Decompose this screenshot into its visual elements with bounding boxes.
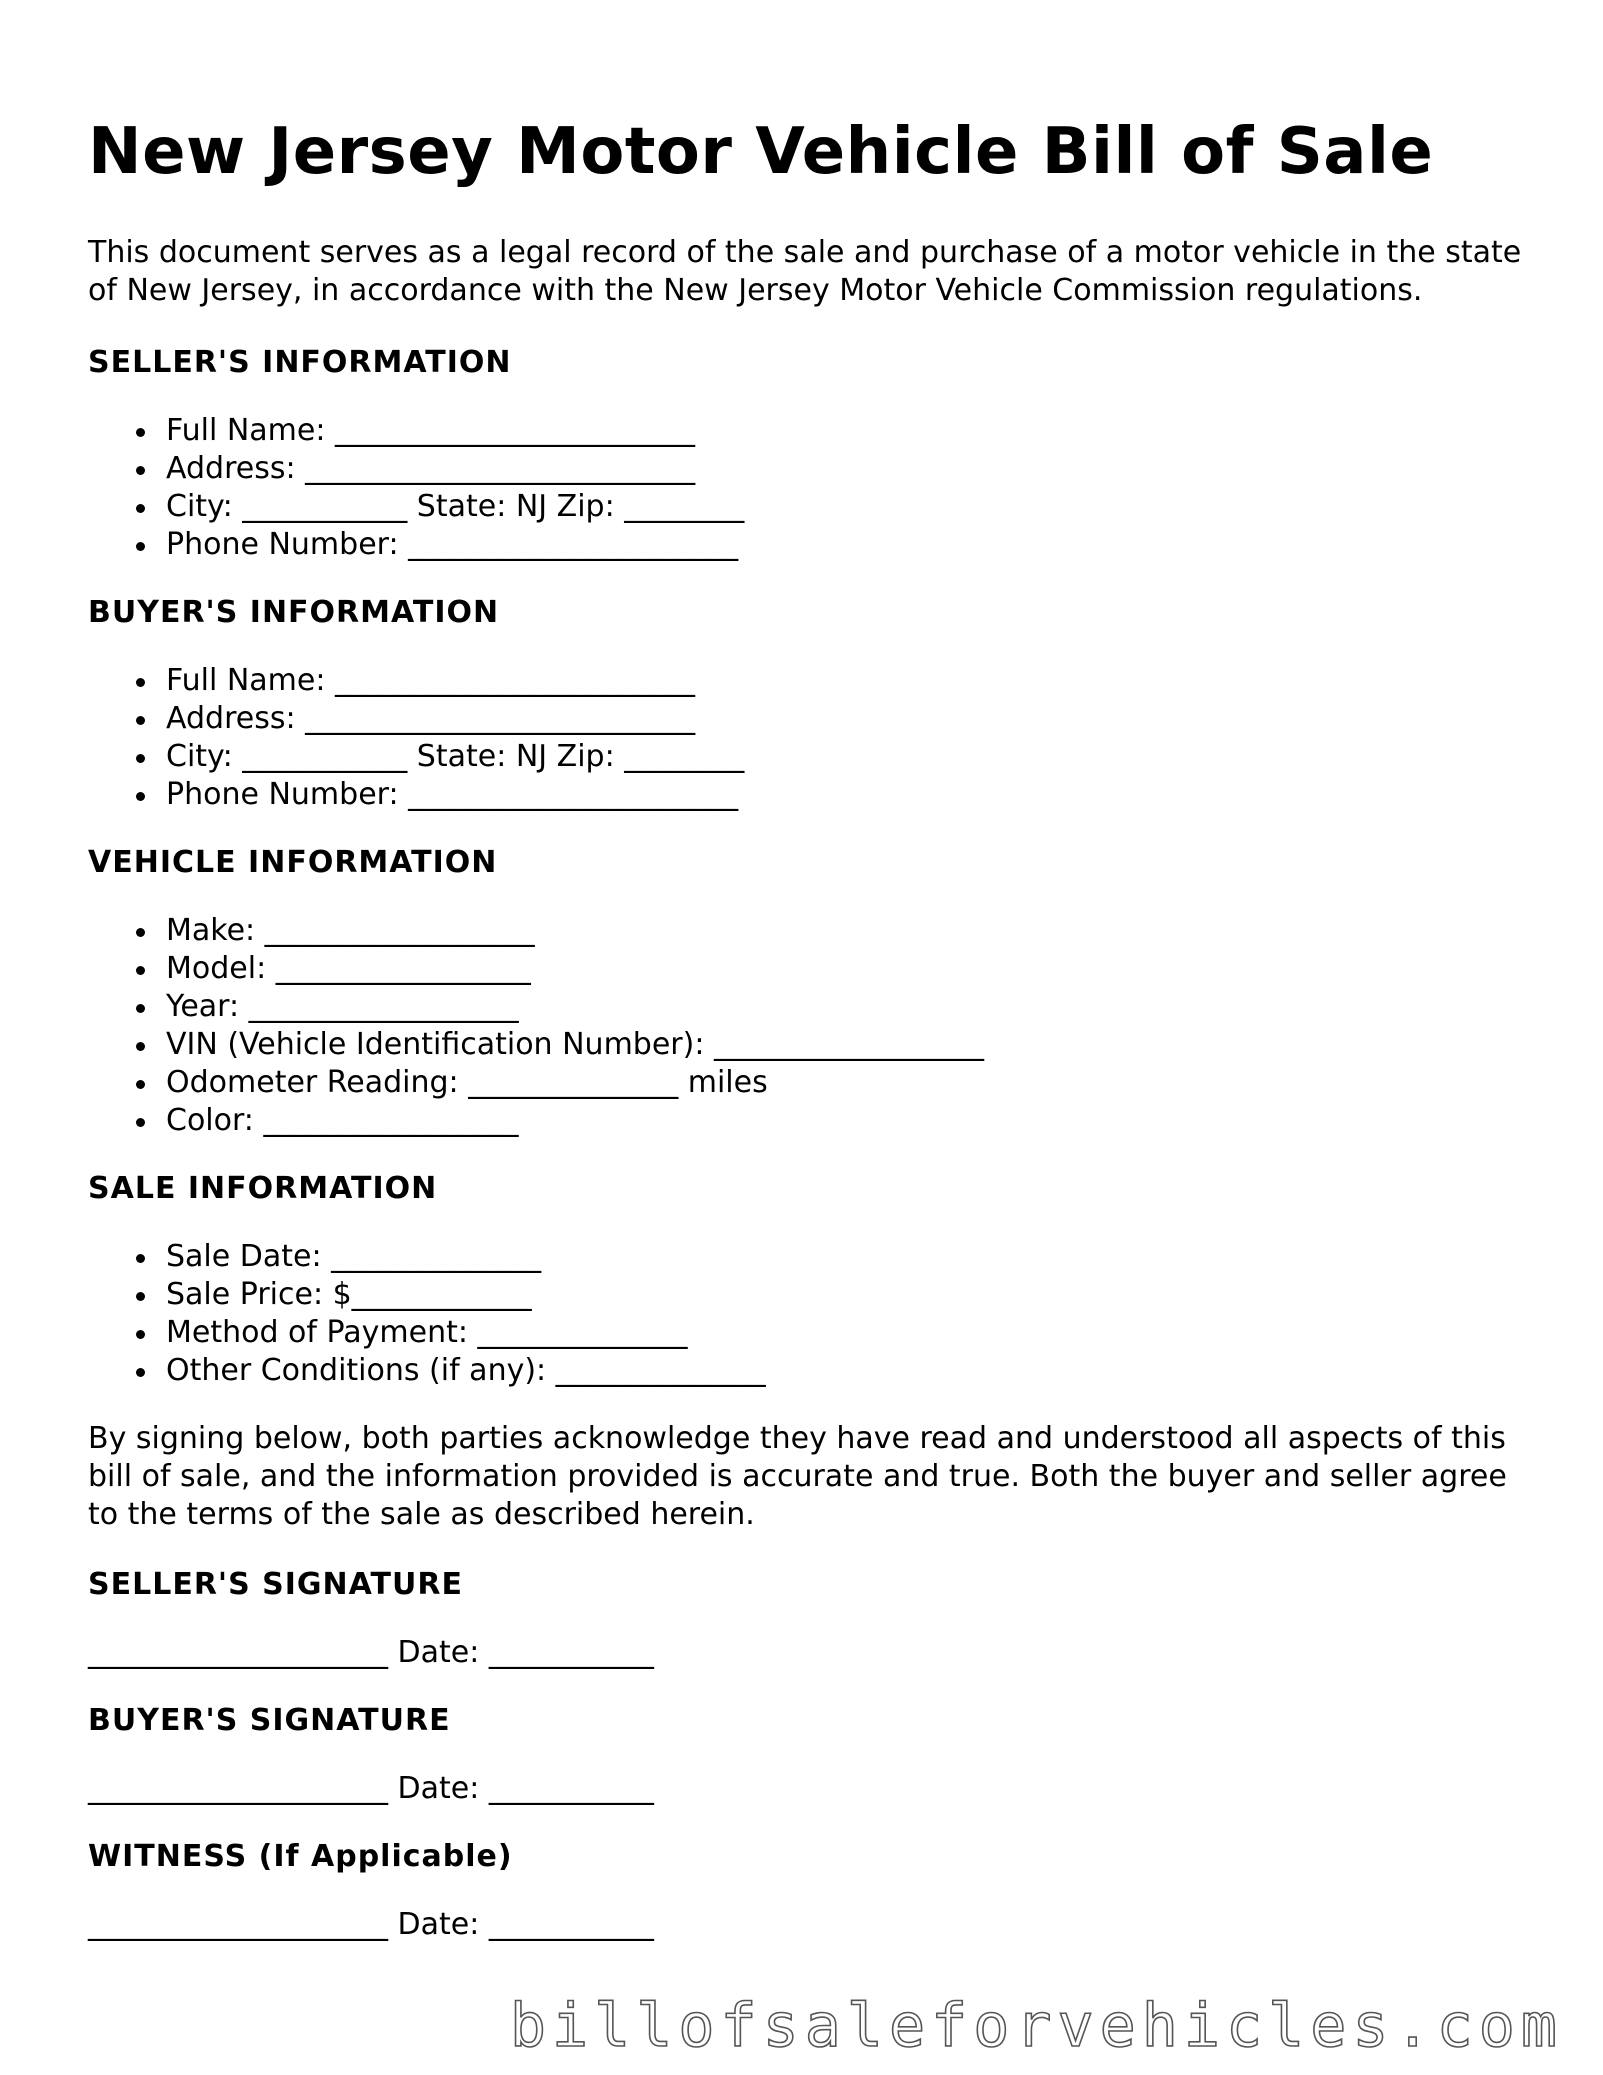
document-title: New Jersey Motor Vehicle Bill of Sale — [88, 115, 1434, 189]
buyer-info-heading: BUYER'S INFORMATION — [88, 595, 500, 630]
buyer-info-list — [88, 662, 1528, 814]
vehicle-info-heading: VEHICLE INFORMATION — [88, 845, 498, 880]
document-page — [88, 110, 1528, 1974]
seller-signature-line: ____________________ Date: ___________ — [88, 1635, 654, 1670]
seller-info-list — [88, 412, 1528, 564]
vehicle-model-field: Model: _________________ — [136, 950, 1528, 988]
vehicle-make-field: Make: __________________ — [136, 912, 1528, 950]
vehicle-year-field: Year: __________________ — [136, 988, 1528, 1026]
vehicle-vin-field: VIN (Vehicle Identification Number): __________________ — [136, 1026, 1528, 1064]
sale-info-list — [88, 1238, 1528, 1390]
seller-city-state-zip-field: City: ___________ State: NJ Zip: ________ — [136, 488, 1528, 526]
buyer-city-state-zip-field: City: ___________ State: NJ Zip: ________ — [136, 738, 1528, 776]
buyer-address-field: Address: __________________________ — [136, 700, 1528, 738]
witness-signature-line: ____________________ Date: ___________ — [88, 1907, 654, 1942]
vehicle-color-field: Color: _________________ — [136, 1102, 1528, 1140]
site-watermark: billofsaleforvehicles.com — [509, 1991, 1563, 2061]
buyer-full-name-field: Full Name: ________________________ — [136, 662, 1528, 700]
buyer-signature-line: ____________________ Date: ___________ — [88, 1771, 654, 1806]
intro-paragraph: This document serves as a legal record of the sale and purchase of a motor vehicle in the state of New Jersey, in accordance with the New Jersey Motor Vehicle Commission regulations. — [88, 235, 1522, 308]
payment-method-field: Method of Payment: ______________ — [136, 1314, 1528, 1352]
seller-info-heading: SELLER'S INFORMATION — [88, 345, 512, 380]
seller-full-name-field: Full Name: ________________________ — [136, 412, 1528, 450]
sale-info-heading: SALE INFORMATION — [88, 1171, 438, 1206]
sale-price-field: Sale Price: $____________ — [136, 1276, 1528, 1314]
vehicle-info-list — [88, 912, 1528, 1140]
seller-address-field: Address: __________________________ — [136, 450, 1528, 488]
buyer-signature-heading: BUYER'S SIGNATURE — [88, 1703, 451, 1738]
vehicle-odometer-field: Odometer Reading: ______________ miles — [136, 1064, 1528, 1102]
seller-phone-field: Phone Number: ______________________ — [136, 526, 1528, 564]
witness-heading: WITNESS (If Applicable) — [88, 1839, 513, 1874]
acknowledgment-paragraph: By signing below, both parties acknowledge they have read and understood all aspects of this bill of sale, and the information provided is accurate and true. Both the buyer and seller agree to the terms of the sale as described herein. — [88, 1421, 1507, 1532]
sale-date-field: Sale Date: ______________ — [136, 1238, 1528, 1276]
other-conditions-field: Other Conditions (if any): ______________ — [136, 1352, 1528, 1390]
seller-signature-heading: SELLER'S SIGNATURE — [88, 1567, 463, 1602]
buyer-phone-field: Phone Number: ______________________ — [136, 776, 1528, 814]
